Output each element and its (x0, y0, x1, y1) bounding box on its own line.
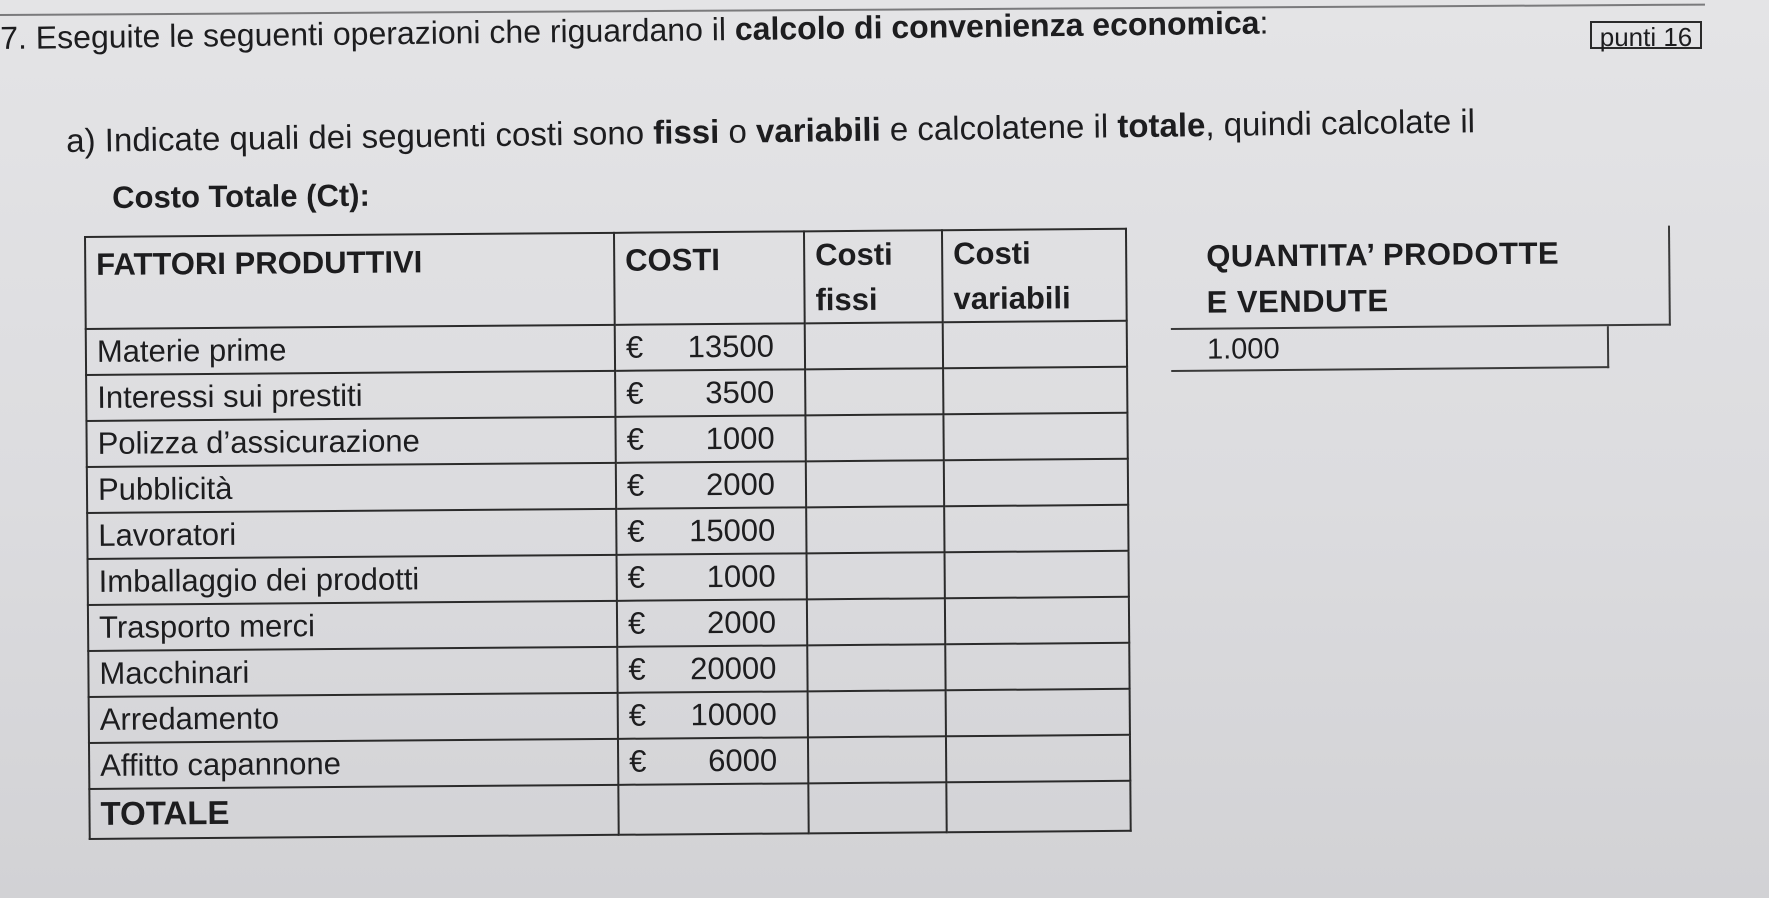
cost-value: 13500 (687, 328, 775, 365)
part-a-instruction (66, 102, 1475, 160)
table-row (86, 321, 1127, 375)
cost-value: 2000 (705, 466, 776, 503)
part-a-label: a) (66, 121, 96, 159)
table-row (89, 735, 1130, 789)
table-row (86, 367, 1127, 421)
cost-cell (615, 415, 805, 462)
factor-cell: Macchinari (88, 647, 617, 697)
question-number: 7. (0, 19, 28, 56)
cost-cell (616, 461, 806, 508)
currency-symbol: € (627, 513, 645, 549)
table-row (86, 413, 1127, 467)
instr-bold-totale: totale (1117, 106, 1206, 145)
factor-cell: Imballaggio dei prodotti (88, 555, 617, 605)
cost-value: 20000 (690, 650, 777, 687)
fixed-cost-cell[interactable] (805, 368, 943, 415)
cost-value: 2000 (706, 604, 777, 641)
quantity-header-line1: QUANTITA’ PRODOTTE (1206, 235, 1560, 274)
fixed-cost-cell[interactable] (807, 644, 945, 691)
cost-value: 3500 (705, 374, 775, 411)
currency-symbol: € (627, 605, 646, 641)
variable-cost-cell[interactable] (944, 505, 1128, 552)
cost-cell (615, 369, 805, 416)
total-cost-cell[interactable] (618, 783, 808, 834)
cost-value: 10000 (690, 696, 777, 733)
variable-cost-cell[interactable] (946, 689, 1130, 736)
factor-cell: Affitto capannone (89, 739, 618, 789)
currency-symbol: € (629, 743, 647, 779)
table-row (88, 551, 1129, 605)
part-a-instruction-line2: Costo Totale (Ct): (112, 177, 371, 215)
fixed-cost-cell[interactable] (807, 598, 945, 645)
currency-symbol: € (627, 559, 646, 595)
quantity-value: 1.000 (1171, 326, 1609, 372)
cost-value: 1000 (706, 558, 776, 595)
variable-cost-cell[interactable] (945, 643, 1129, 690)
total-label: TOTALE (89, 785, 618, 839)
total-fixed-cell[interactable] (808, 782, 946, 833)
header-costi-fissi: Costi fissi (804, 230, 943, 323)
currency-symbol: € (625, 329, 644, 365)
factor-cell: Trasporto merci (88, 601, 617, 651)
variable-cost-cell[interactable] (943, 413, 1127, 460)
factor-cell: Interessi sui prestiti (86, 371, 615, 421)
factor-cell: Pubblicità (87, 463, 616, 513)
header-costi: COSTI (614, 231, 805, 324)
instr-text-4: , quindi calcolate il (1205, 102, 1476, 144)
quantity-header-line2: E VENDUTE (1206, 283, 1389, 320)
fixed-cost-cell[interactable] (805, 414, 943, 461)
question-text: Eseguite le seguenti operazioni che riguardano il (35, 11, 736, 56)
header-fattori: FATTORI PRODUTTIVI (85, 233, 615, 329)
cost-cell (617, 553, 807, 600)
instr-text-3: e calcolatene il (880, 107, 1118, 148)
factor-cell: Materie prime (86, 325, 615, 375)
table-header-row (85, 229, 1127, 329)
variable-cost-cell[interactable] (946, 735, 1130, 782)
fixed-cost-cell[interactable] (805, 322, 943, 369)
currency-symbol: € (626, 421, 644, 457)
cost-value: 15000 (688, 512, 776, 549)
table-row (87, 459, 1128, 513)
cost-table (84, 228, 1132, 840)
factor-cell: Arredamento (89, 693, 618, 743)
fixed-cost-cell[interactable] (808, 690, 946, 737)
table-row (87, 505, 1128, 559)
instr-text-1: Indicate quali dei seguenti costi sono (104, 113, 654, 159)
quantity-box (1170, 226, 1671, 372)
instr-bold-fissi: fissi (652, 112, 720, 151)
cost-cell (618, 737, 808, 784)
question-colon: : (1259, 4, 1269, 41)
fixed-cost-cell[interactable] (807, 552, 945, 599)
variable-cost-cell[interactable] (945, 597, 1129, 644)
table-row (88, 597, 1129, 651)
cost-cell (616, 507, 806, 554)
factor-cell: Lavoratori (87, 509, 616, 559)
cost-value: 6000 (708, 742, 778, 779)
instr-bold-variabili: variabili (755, 110, 881, 150)
currency-symbol: € (628, 651, 646, 687)
cost-cell (617, 645, 807, 692)
total-variable-cell[interactable] (946, 781, 1130, 832)
fixed-cost-cell[interactable] (806, 506, 944, 553)
points-box: punti 16 (1590, 21, 1702, 49)
instr-text-2: o (719, 112, 757, 150)
variable-cost-cell[interactable] (944, 459, 1128, 506)
cost-cell (618, 691, 808, 738)
currency-symbol: € (628, 697, 647, 733)
currency-symbol: € (626, 467, 645, 503)
variable-cost-cell[interactable] (943, 367, 1127, 414)
currency-symbol: € (626, 375, 644, 411)
variable-cost-cell[interactable] (943, 321, 1127, 368)
question-text-bold: calcolo di convenienza economica (734, 4, 1260, 48)
table-row (89, 689, 1130, 743)
fixed-cost-cell[interactable] (808, 736, 946, 783)
quantity-header (1170, 226, 1671, 330)
cost-cell (617, 599, 807, 646)
table-row (88, 643, 1129, 697)
cost-cell (615, 323, 805, 370)
cost-value: 1000 (705, 420, 775, 457)
total-row (89, 781, 1130, 839)
factor-cell: Polizza d’assicurazione (86, 417, 615, 467)
variable-cost-cell[interactable] (945, 551, 1129, 598)
cost-table-wrapper (84, 228, 1132, 840)
header-costi-variabili: Costi variabili (942, 229, 1127, 322)
fixed-cost-cell[interactable] (806, 460, 944, 507)
